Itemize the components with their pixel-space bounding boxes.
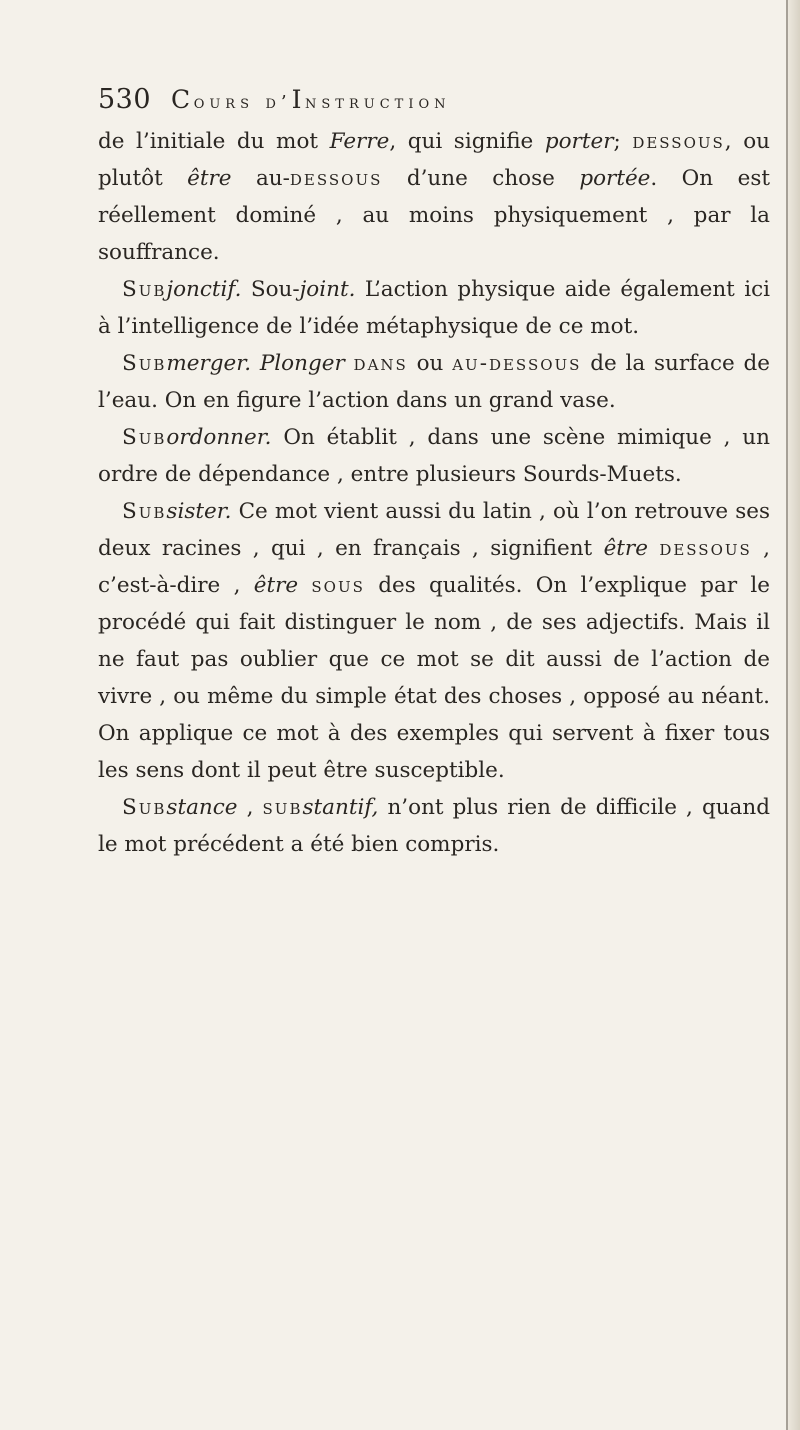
text-run: ordonner. (166, 425, 272, 450)
text-run: de l’initiale du mot (98, 129, 330, 154)
text-run: jonctif. (166, 277, 242, 302)
binding-shadow (786, 0, 788, 1430)
page-number: 530 (98, 84, 152, 115)
text-run: portée (579, 166, 651, 191)
text-run: , c’est-à-dire , (98, 536, 770, 598)
body-text (98, 123, 770, 863)
text-run: sub (262, 795, 303, 820)
text-run: sous (311, 573, 365, 598)
text-run: Sub (122, 277, 167, 302)
text-run: Sub (122, 795, 167, 820)
paragraph (98, 123, 770, 271)
text-run: ou (407, 351, 453, 376)
book-page (98, 84, 778, 863)
text-run: être (603, 536, 648, 561)
text-run: être (187, 166, 232, 191)
paragraph (98, 419, 770, 493)
text-run: joint. (299, 277, 356, 302)
text-run: L’action physique aide également ici à l’intelligence de l’idée métaphysique de ce mot. (98, 277, 770, 339)
text-run: au-dessous (452, 351, 582, 376)
text-run: , ou plutôt (98, 129, 770, 191)
text-run (648, 536, 659, 561)
text-run: , (237, 795, 263, 820)
text-run: On établit , dans une scène mimique , un ordre de dépendance , entre plusieurs Sourds-Muets. (98, 425, 770, 487)
text-run: dessous (289, 166, 383, 191)
text-run: , qui signifie (389, 129, 545, 154)
paragraph (98, 789, 770, 863)
text-run: d’une chose (382, 166, 580, 191)
text-run: stantif, (302, 795, 379, 820)
paragraph (98, 271, 770, 345)
text-run: au- (231, 166, 290, 191)
text-run: Ferre (329, 129, 390, 154)
text-run: être (253, 573, 299, 598)
text-run: n’ont plus rien de difficile , quand le mot précédent a été bien compris. (98, 795, 770, 857)
text-run: Sub (122, 425, 167, 450)
paragraph (98, 345, 770, 419)
text-run: dans (353, 351, 408, 376)
text-run: dessous (632, 129, 725, 154)
text-run: des qualités. On l’explique par le procédé qui fait distinguer le nom , de ses adjectifs. Mais il ne faut pas oublier que ce mot se dit aussi de l’action de vivre , ou même du simple état des choses , opposé au néant. On applique ce mot à des exemples qui servent à fixer tous les sens dont il peut être susceptible. (98, 573, 771, 783)
text-run: dessous (659, 536, 752, 561)
running-head (98, 84, 778, 115)
running-title: Cours d’Instruction (171, 85, 451, 114)
text-run: Sou- (241, 277, 300, 302)
text-run: ; (613, 129, 633, 154)
text-run: Sub (122, 499, 167, 524)
paragraph (98, 493, 770, 789)
text-run: Sub (122, 351, 167, 376)
text-run: merger. Plonger (166, 351, 345, 376)
text-run: Ce mot vient aussi du latin , où l’on retrouve ses deux racines , qui , en français , signifient (98, 499, 770, 561)
text-run: sister. (166, 499, 232, 524)
text-run: porter (544, 129, 614, 154)
text-run (298, 573, 311, 598)
page-edge (786, 0, 800, 1430)
text-run: . On est réellement dominé , au moins physiquement , par la souffrance. (98, 166, 770, 265)
text-run: de la surface de l’eau. On en figure l’action dans un grand vase. (98, 351, 771, 413)
text-run (345, 351, 354, 376)
text-run: stance (166, 795, 238, 820)
